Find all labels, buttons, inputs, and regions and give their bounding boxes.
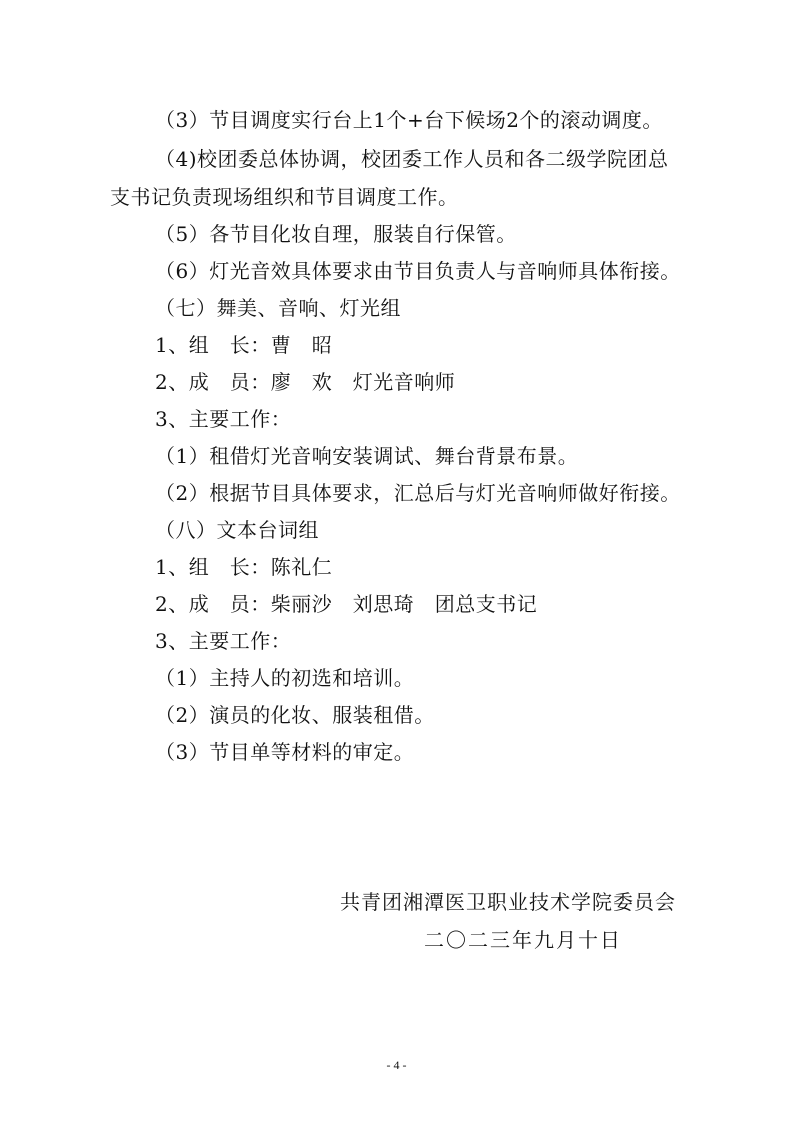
paragraph-line: 2、成 员：柴丽沙 刘思琦 团总支书记 [155,592,538,616]
paragraph-line: （1）主持人的初选和培训。 [155,666,415,690]
signature-organization: 共青团湘潭医卫职业技术学院委员会 [340,890,676,914]
paragraph-line: （4)校团委总体协调，校团委工作人员和各二级学院团总 [155,147,669,171]
paragraph-line: 1、组 长：曹 昭 [155,333,333,357]
paragraph-line: 2、成 员：廖 欢 灯光音响师 [155,370,456,394]
paragraph-line: 1、组 长：陈礼仁 [155,555,333,579]
paragraph-line: 3、主要工作： [155,629,292,653]
paragraph-line: （2）根据节目具体要求，汇总后与灯光音响师做好衔接。 [155,481,681,505]
paragraph-line: （2）演员的化妆、服装租借。 [155,703,435,727]
paragraph-line: 3、主要工作： [155,407,292,431]
paragraph-line: （3）节目单等材料的审定。 [155,740,415,764]
paragraph-line: （5）各节目化妆自理，服装自行保管。 [155,222,517,246]
section-heading: （八）文本台词组 [155,518,319,542]
paragraph-line: （3）节目调度实行台上1个+台下候场2个的滚动调度。 [155,108,663,132]
paragraph-line: （6）灯光音效具体要求由节目负责人与音响师具体衔接。 [155,259,681,283]
signature-date: 二〇二三年九月十日 [424,928,622,952]
section-heading: （七）舞美、音响、灯光组 [155,296,401,320]
paragraph-line: （1）租借灯光音响安装调试、舞台背景布景。 [155,444,579,468]
page-number: - 4 - [386,1058,407,1072]
paragraph-line: 支书记负责现场组织和节目调度工作。 [110,185,459,209]
